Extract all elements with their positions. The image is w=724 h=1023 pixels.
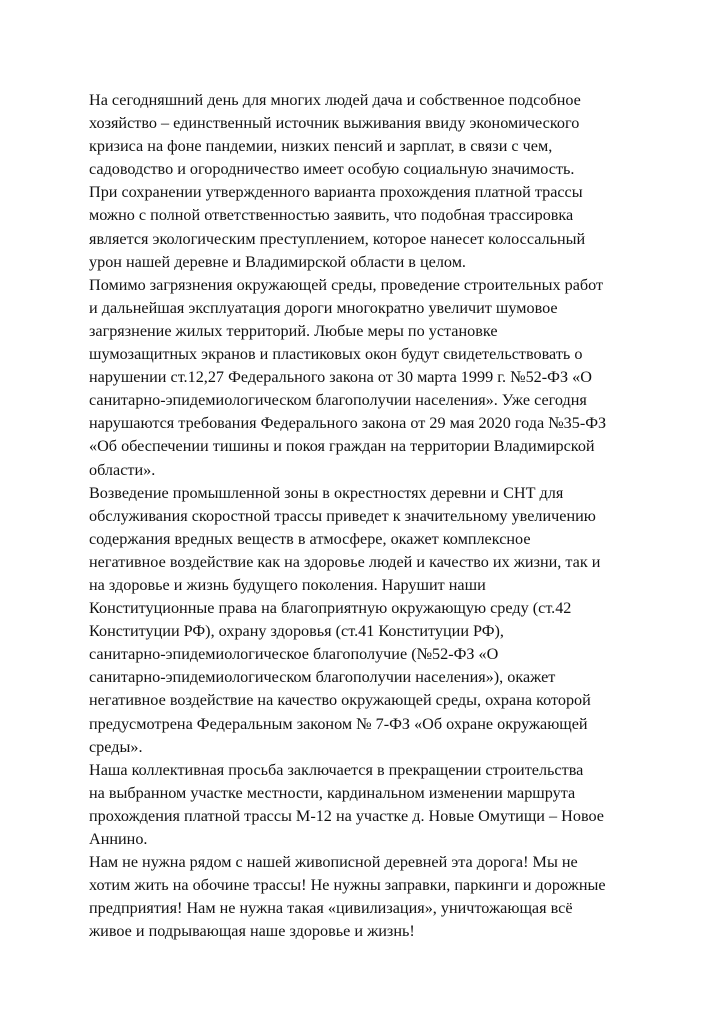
text-line: При сохранении утвержденного варианта прохождения платной трассы bbox=[89, 183, 583, 202]
text-line: кризиса на фоне пандемии, низких пенсий и зарплат, в связи с чем, bbox=[89, 137, 553, 156]
text-line: предусмотрена Федеральным законом № 7-ФЗ «Об охране окружающей bbox=[89, 714, 588, 733]
text-line: урон нашей деревне и Владимирской области в целом. bbox=[89, 252, 466, 271]
text-line: Помимо загрязнения окружающей среды, проведение строительных работ bbox=[89, 275, 604, 294]
text-line: санитарно-эпидемиологическом благополучии населения». Уже сегодня bbox=[89, 391, 587, 410]
text-line: Нам не нужна рядом с нашей живописной деревней эта дорога! Мы не bbox=[89, 853, 578, 872]
text-line: является экологическим преступлением, которое нанесет колоссальный bbox=[89, 229, 586, 248]
document-body-text bbox=[89, 89, 649, 943]
text-line: Наша коллективная просьба заключается в прекращении строительства bbox=[89, 760, 584, 779]
text-line: Возведение промышленной зоны в окрестностях деревни и СНТ для bbox=[89, 483, 564, 502]
text-line: на выбранном участке местности, кардинальном изменении маршрута bbox=[89, 783, 576, 802]
text-line: шумозащитных экранов и пластиковых окон будут свидетельствовать о bbox=[89, 345, 583, 364]
text-line: обслуживания скоростной трассы приведет к значительному увеличению bbox=[89, 506, 596, 525]
text-line: нарушении ст.12,27 Федерального закона от 30 марта 1999 г. №52-ФЗ «О bbox=[89, 368, 592, 387]
text-line: и дальнейшая эксплуатация дороги многократно увеличит шумовое bbox=[89, 298, 558, 317]
text-line: санитарно-эпидемиологическое благополучие (№52-ФЗ «О bbox=[89, 645, 499, 664]
text-line: можно с полной ответственностью заявить, что подобная трассировка bbox=[89, 206, 574, 225]
text-line: прохождения платной трассы М-12 на участке д. Новые Омутищи – Новое bbox=[89, 806, 604, 825]
text-line: Аннино. bbox=[89, 830, 148, 848]
text-line: среды». bbox=[89, 737, 143, 756]
text-line: живое и подрывающая наше здоровье и жизнь! bbox=[89, 922, 415, 941]
text-line: содержания вредных веществ в атмосфере, окажет комплексное bbox=[89, 529, 531, 548]
text-line: «Об обеспечении тишины и покоя граждан на территории Владимирской bbox=[89, 437, 595, 456]
text-line: предприятия! Нам не нужна такая «цивилизация», уничтожающая всё bbox=[89, 899, 573, 918]
text-line: загрязнение жилых территорий. Любые меры по установке bbox=[89, 321, 498, 340]
text-line: хотим жить на обочине трассы! Не нужны заправки, паркинги и дорожные bbox=[89, 876, 606, 895]
text-line: негативное воздействие на качество окружающей среды, охрана которой bbox=[89, 691, 591, 710]
text-line: негативное воздействие как на здоровье людей и качество их жизни, так и bbox=[89, 552, 601, 571]
text-line: садоводство и огородничество имеет особую социальную значимость. bbox=[89, 160, 575, 179]
text-line: Конституционные права на благоприятную окружающую среду (ст.42 bbox=[89, 599, 572, 618]
text-line: санитарно-эпидемиологическом благополучии населения»), окажет bbox=[89, 668, 556, 687]
text-line: нарушаются требования Федерального закона от 29 мая 2020 года №35-ФЗ bbox=[89, 414, 607, 433]
text-line: хозяйство – единственный источник выживания ввиду экономического bbox=[89, 114, 580, 133]
text-line: На сегодняшний день для многих людей дача и собственное подсобное bbox=[89, 91, 581, 109]
text-line: области». bbox=[89, 460, 156, 479]
text-line: Конституции РФ), охрану здоровья (ст.41 Конституции РФ), bbox=[89, 622, 504, 641]
text-line: на здоровье и жизнь будущего поколения. Нарушит наши bbox=[89, 575, 486, 594]
